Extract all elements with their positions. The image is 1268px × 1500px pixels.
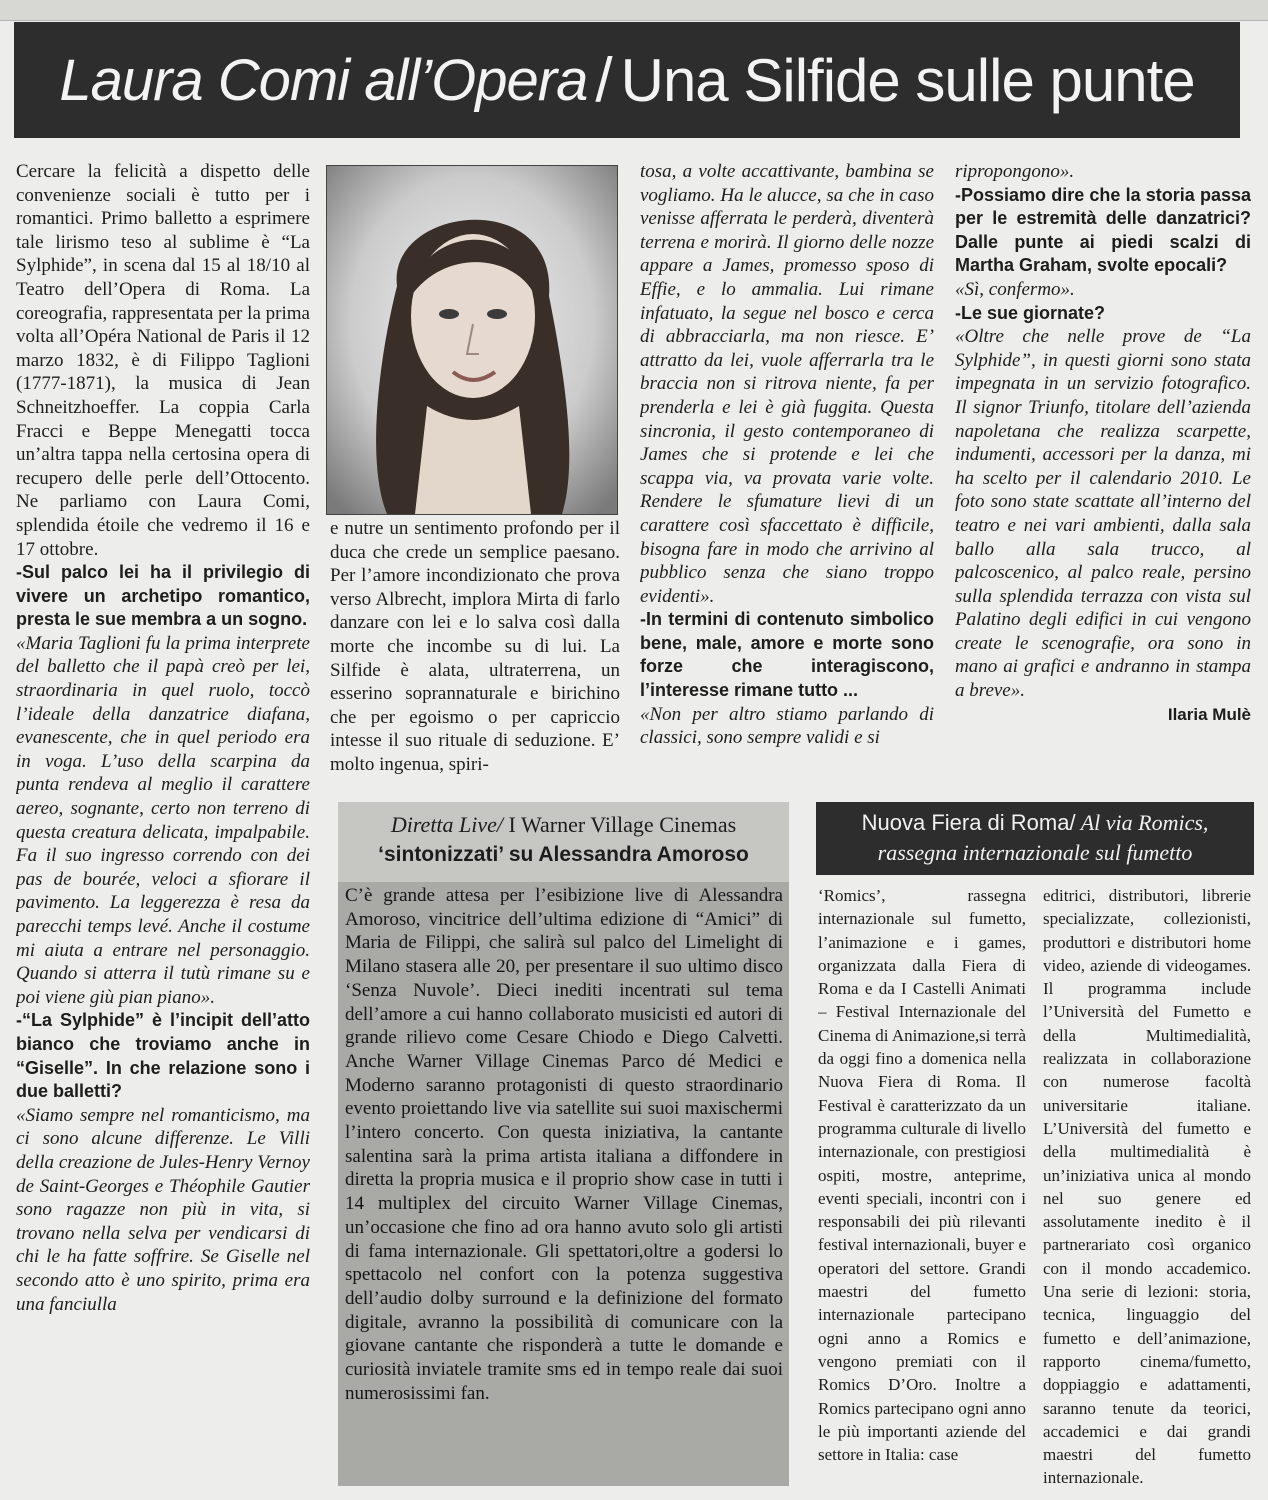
question-3: -In termini di contenuto simbolico bene, male, amore e morte sono forze che interagiscono, l’interesse rimane tutto ... (640, 609, 934, 701)
warner-headline (338, 802, 789, 882)
warner-title-rest: I Warner Village Cinemas (503, 812, 737, 837)
romics-title-italic: Al via Romics, (1075, 810, 1209, 835)
question-4: -Possiamo dire che la storia passa per le estremità delle danzatrici? Dalle punte ai piedi scalzi di Martha Graham, svolte epocali? (955, 184, 1251, 276)
article-column-2 (330, 517, 620, 787)
question-5: -Le sue giornate? (955, 302, 1106, 323)
answer-2: «Siamo sempre nel romanticismo, ma ci sono alcune differenze. Le Villi della creazione de Jules-Henry Vernoy de Saint-Georges e Théophile Gautier sono ragazze non più in vita, si trovano nella selva per vendicarsi di chi le ha fatte soffrire. Se Giselle nel secondo atto è uno spirito, prima era una fanciulla (16, 1104, 310, 1315)
portrait-illustration (327, 166, 617, 514)
question-2: -“La Sylphide” è l’incipit dell’atto bianco che troviamo anche in “Giselle”. In che relazione sono i due balletti? (16, 1010, 310, 1102)
question-1: -Sul palco lei ha il privilegio di vivere un archetipo romantico, presta le sue membra a un sogno. (16, 562, 310, 630)
headline-separator: / (595, 45, 613, 115)
answer-3: «Non per altro stiamo parlando di classici, sono sempre validi e si (640, 703, 934, 749)
author-signature: Ilaria Mulè (1167, 704, 1251, 724)
romics-text-b: editrici, distributori, librerie specializzate, collezionisti, produttori e distributori home video, aziende di videogames. Il programma include l’Università del Fumetto e della Multimedialità, realizzata in collaborazione con numerose facoltà universitarie italiane. L’Università del fumetto e della multimedialità è un’iniziativa unica al mondo nel suo genere ed assolutamente inedito è il partnerariato così organico con il mondo accademico. Una serie di lezioni: storia, tecnica, linguaggio del fumetto e dell’animazione, rapporto cinema/fumetto, doppiaggio e adattamenti, saranno tenute da teorici, accademici e dai grandi maestri del fumetto internazionale. (1043, 886, 1251, 1488)
warner-article-body: C’è grande attesa per l’esibizione live di Alessandra Amoroso, vincitrice dell’ultima edizione di “Amici” di Maria de Filippi, che salirà sul palco del Limelight di Milano stasera alle 20, per presentare il suo ultimo disco ‘Senza Nuvole’. Dieci inediti incentrati sul tema dell’amore a cui hanno collaborato musicisti ed autori di grande rilievo come Cesare Chiodo e Diego Calvetti. Anche Warner Village Cinemas Parco dé Medici e Moderno saranno protagonisti di questo straordinario evento proiettando live via satellite sui suoi maxischermi l’intero concerto. Con questa iniziativa, la cantante salentina sarà la prima artista italiana a diffondere in diretta la propria musica e il proprio show case in tutti i 14 multiplex del circuito Warner Village Cinemas, un’occasione che fino ad ora hanno avuto solo gli artisti di fama internazionale. Gli spettatori,oltre a godersi lo spettacolo nel confort con la potenza suggestiva dell’audio dolby surround e la definizione del formato digitale, avranno la possibilità di comunicare con la giovane cantante che risponderà a tutte le domande e curiosità inviatele tramite sms ed in tempo reale dai suoi numerosissimi fan. (345, 885, 783, 1404)
headline-right: Una Silfide sulle punte (620, 46, 1195, 114)
romics-title-main: Nuova Fiera di Roma/ (861, 810, 1076, 835)
romics-headline (816, 802, 1254, 875)
page-top-strip (0, 0, 1268, 21)
answer-5: «Oltre che nelle prove de “La Sylphide”, in questi giorni sono stata impegnata in un servizio fotografico. Il signor Triunfo, titolare dell’azienda napoletana che realizza scarpette, indumenti, accessori per la danza, mi ha scelto per il calendario 2010. Le foto sono state scattate all’interno del teatro e nei vari ambienti, dalla sala ballo alla sala trucco, al palcoscenico, al palco reale, persino sulla splendida terrazza con vista sul Palatino degli edifici in cui vengono create le scenografie, ora sono in mano ai grafici e andranno in stampa a breve». (955, 326, 1251, 702)
romics-column-b (1043, 884, 1251, 1496)
article-headline (14, 22, 1240, 138)
answer-2-continued-b: tosa, a volte accattivante, bambina se vogliamo. Ha le alucce, sa che in caso venisse afferrata le perderà, diventerà terrena e morirà. Il giorno delle nozze appare a James, promesso sposo di Effie, e lo ammalia. Lui rimane infatuato, la segue nel bosco e cerca di abbracciarla, ma non riesce. E’ attratto da lei, vuole afferrarla tra le braccia non si ritrova niente, fa per prenderla e lei è già fuggita. Questa sincronia, il gesto contemporaneo di James che si protende e lei che scappa via, va provata varie volte. Rendere le sfumature lievi di un carattere così sfaccettato è difficile, bisogna fare in modo che arrivino al pubblico senza che siano troppo evidenti». (640, 161, 934, 607)
warner-title-line2: ‘sintonizzati’ su Alessandra Amoroso (378, 843, 749, 866)
article-column-4 (955, 160, 1251, 785)
portrait-photo (326, 165, 618, 515)
romics-column-a (818, 884, 1026, 1496)
answer-2-continued: e nutre un sentimento profondo per il duca che crede un semplice paesano. Per l’amore incondizionato che prova verso Albrecht, implora Mirta di farlo danzare con lei e lo salva così dalla morte che incombe su di lui. La Silfide è alata, ultraterrena, un esserino soprannaturale e birichino che per egoismo o per capriccio intesse il suo rituale di seduzione. E’ molto ingenua, spiri- (330, 518, 620, 775)
answer-1: «Maria Taglioni fu la prima interprete del balletto che il papà creò per lei, straordinaria in quel ruolo, toccò l’ideale della danzatrice diafana, evanescente, che in quel periodo era in voga. L’uso della scarpina da punta rendeva al meglio il carattere aereo, sognante, certo non terreno di questa creatura delicata, impalpabile. Fa il suo ingresso correndo con dei pas de bourée, veloci a sfiorare il pavimento. La leggerezza è resa da parecchi temps levé. Anche il costume mi aiuta a entrare nel personaggio. Quando si atterra il tutù rimane su e poi viene giù pian piano». (16, 632, 310, 1008)
headline-left: Laura Comi all’Opera (59, 47, 588, 113)
intro-paragraph: Cercare la felicità a dispetto delle convenienze sociali è tutto per i romantici. Primo balletto a esprimere tale lirismo teso al sublime è “La Sylphide”, in scena dal 15 al 18/10 al Teatro dell’Opera di Roma. La coreografia, rappresentata per la prima volta all’Opéra National de Paris il 12 marzo 1832, è di Filippo Taglioni (1777-1871), la musica di Jean Schneitzhoeffer. La coppia Carla Fracci e Beppe Menegatti tocca un’altra tappa nella certosina opera di recupero delle perle dell’Ottocento. Ne parliamo con Laura Comi, splendida étoile che vedremo il 16 e 17 ottobre. (16, 161, 310, 560)
answer-4: «Sì, confermo». (955, 278, 1075, 300)
answer-3-continued: ripropongono». (955, 161, 1075, 182)
romics-text-a: ‘Romics’, rassegna internazionale sul fumetto, l’animazione e i games, organizzata dalla Fiera di Roma e da I Castelli Animati – Festival Internazionale del Cinema di Animazione,si terrà da oggi fino a domenica nella Nuova Fiera di Roma. Il Festival è caratterizzato da un programma culturale di livello internazionale, con prestigiosi ospiti, mostre, anteprime, eventi speciali, incontri con i responsabili dei più rilevanti festival internazionali, buyer e operatori del settore. Grandi maestri del fumetto internazionale partecipano ogni anno a Romics e vengono premiati con il Romics D’Oro. Inoltre a Romics partecipano ogni anno le più importanti aziende del settore in Italia: case (818, 886, 1026, 1465)
article-column-3 (640, 160, 934, 785)
romics-title-line2: rassegna internazionale sul fumetto (877, 840, 1193, 865)
article-column-1 (16, 160, 310, 1500)
warner-title-italic: Diretta Live/ (390, 812, 504, 837)
